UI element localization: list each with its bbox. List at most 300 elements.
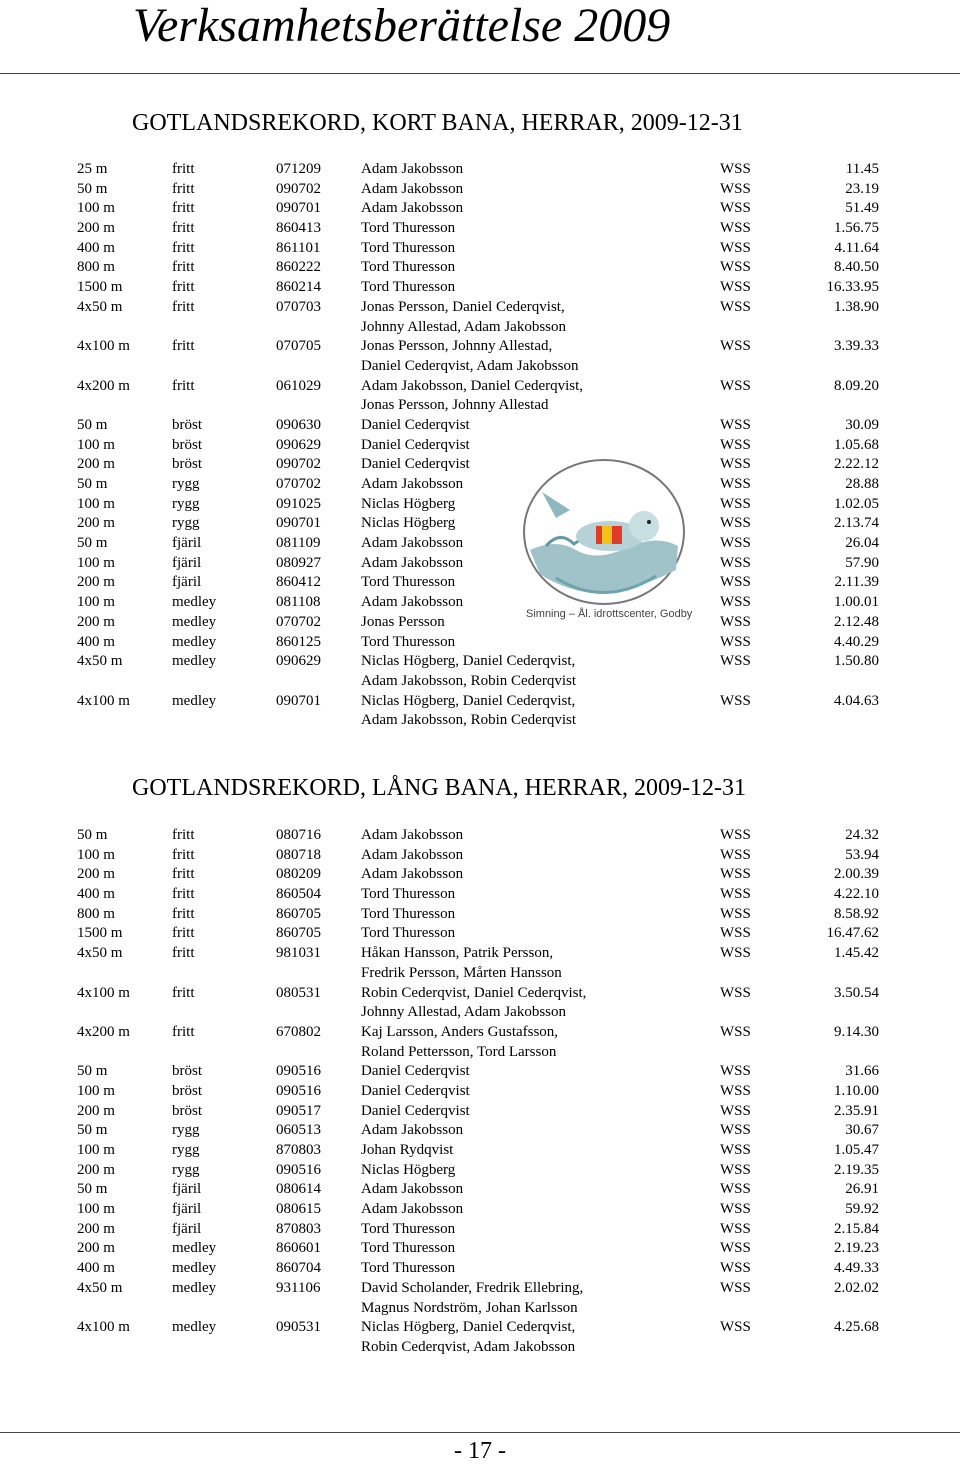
stroke-cell: fritt: [172, 239, 195, 256]
date-cell: 090701: [276, 692, 321, 709]
swimmer-names-line2: Johnny Allestad, Adam Jakobsson: [361, 1004, 566, 1021]
stroke-cell: medley: [172, 653, 217, 670]
distance-cell: 400 m: [77, 239, 115, 256]
time-cell: 31.66: [845, 1063, 879, 1080]
swimmer-cell: [361, 475, 463, 495]
swimmer-cell: [361, 239, 455, 259]
stroke-cell: bröst: [172, 1102, 202, 1119]
record-row: [0, 1121, 960, 1141]
distance-cell: 100 m: [77, 846, 115, 863]
stroke-cell: fjäril: [172, 1220, 202, 1237]
club-cell: WSS: [720, 161, 751, 177]
time-cell: 16.47.62: [826, 925, 879, 942]
record-row: [0, 573, 960, 593]
date-cell: 071209: [276, 161, 321, 177]
date-cell: 090516: [276, 1082, 321, 1099]
stroke-cell: fritt: [172, 338, 195, 355]
swimmer-names-line1: Johan Rydqvist: [361, 1142, 454, 1159]
record-row: [0, 180, 960, 200]
swimmer-names-line1: Håkan Hansson, Patrik Persson,: [361, 945, 554, 962]
date-cell: 090629: [276, 653, 321, 670]
swimmer-cell: [361, 865, 463, 885]
swimmer-names-line1: Adam Jakobsson: [361, 180, 464, 197]
swimmer-cell: [361, 1200, 463, 1220]
header-rule: [0, 73, 960, 74]
record-row: [0, 885, 960, 905]
stroke-cell: fritt: [172, 846, 195, 863]
swimmer-names-line1: Tord Thuresson: [361, 1260, 456, 1277]
logo-caption: Simning – Ål. idrottscenter, Godby: [526, 608, 693, 620]
swimmer-cell: [361, 924, 455, 944]
distance-cell: 1500 m: [77, 279, 123, 296]
record-row: [0, 1239, 960, 1259]
swimmer-cell: [361, 633, 455, 653]
swimmer-names-line1: Adam Jakobsson: [361, 1122, 464, 1139]
record-row: [0, 1279, 960, 1318]
swimmer-cell: [361, 984, 586, 1023]
time-cell: 26.04: [845, 535, 879, 552]
time-cell: 1.45.42: [834, 945, 879, 962]
record-row: [0, 1023, 960, 1062]
record-row: [0, 1259, 960, 1279]
time-cell: 2.22.12: [834, 456, 879, 473]
stroke-cell: fritt: [172, 905, 195, 922]
time-cell: 2.02.02: [834, 1279, 879, 1296]
distance-cell: 100 m: [77, 594, 115, 611]
club-cell: WSS: [720, 1102, 751, 1119]
record-row: [0, 944, 960, 983]
club-cell: WSS: [720, 515, 751, 532]
swimmer-cell: [361, 1161, 455, 1181]
swimmer-names-line1: Adam Jakobsson: [361, 476, 464, 493]
distance-cell: 50 m: [77, 827, 108, 843]
distance-cell: 100 m: [77, 436, 115, 453]
club-cell: WSS: [720, 594, 751, 611]
time-cell: 57.90: [845, 554, 879, 571]
time-cell: 1.10.00: [834, 1082, 879, 1099]
short-course-table: [0, 160, 960, 731]
record-row: [0, 1082, 960, 1102]
stroke-cell: rygg: [172, 1122, 200, 1139]
time-cell: 30.67: [845, 1122, 879, 1139]
swimmer-cell: [361, 692, 576, 731]
swimmer-names-line1: Niclas Högberg, Daniel Cederqvist,: [361, 692, 576, 709]
club-cell: WSS: [720, 1122, 751, 1139]
swimmer-names-line1: Tord Thuresson: [361, 239, 456, 256]
time-cell: 2.13.74: [834, 515, 879, 532]
time-cell: 3.50.54: [834, 984, 879, 1001]
stroke-cell: fjäril: [172, 554, 202, 571]
club-cell: WSS: [720, 574, 751, 591]
club-cell: WSS: [720, 1142, 751, 1159]
swimmer-names-line2: Fredrik Persson, Mårten Hansson: [361, 964, 562, 981]
swimmer-names-line1: Daniel Cederqvist: [361, 1082, 470, 1099]
stroke-cell: fritt: [172, 220, 195, 237]
record-row: [0, 258, 960, 278]
stroke-cell: fjäril: [172, 1201, 202, 1218]
time-cell: 1.05.47: [834, 1142, 879, 1159]
time-cell: 2.15.84: [834, 1220, 879, 1237]
date-cell: 070705: [276, 338, 321, 355]
time-cell: 24.32: [845, 827, 879, 843]
date-cell: 080927: [276, 554, 321, 571]
time-cell: 4.40.29: [834, 633, 879, 650]
swimmer-names-line1: Adam Jakobsson: [361, 827, 464, 843]
stroke-cell: medley: [172, 613, 217, 630]
distance-cell: 100 m: [77, 554, 115, 571]
record-row: [0, 278, 960, 298]
distance-cell: 4x50 m: [77, 298, 123, 315]
stroke-cell: bröst: [172, 1063, 202, 1080]
record-row: [0, 924, 960, 944]
swimmer-cell: [361, 846, 463, 866]
swimmer-names-line1: Niclas Högberg: [361, 515, 456, 532]
club-cell: WSS: [720, 436, 751, 453]
footer-rule: [0, 1432, 960, 1433]
time-cell: 3.39.33: [834, 338, 879, 355]
time-cell: 1.38.90: [834, 298, 879, 315]
distance-cell: 200 m: [77, 1161, 115, 1178]
swimmer-names-line1: Adam Jakobsson: [361, 594, 464, 611]
stroke-cell: rygg: [172, 476, 200, 493]
record-row: [0, 1161, 960, 1181]
swimmer-names-line1: Adam Jakobsson: [361, 1201, 464, 1218]
swimmer-names-line1: Adam Jakobsson: [361, 866, 464, 883]
swimmer-cell: [361, 199, 463, 219]
club-cell: WSS: [720, 456, 751, 473]
club-cell: WSS: [720, 495, 751, 512]
swimmer-cell: [361, 905, 455, 925]
distance-cell: 100 m: [77, 1082, 115, 1099]
swimmer-names-line1: Niclas Högberg: [361, 495, 456, 512]
stroke-cell: fjäril: [172, 535, 202, 552]
stroke-cell: fritt: [172, 279, 195, 296]
record-row: [0, 377, 960, 416]
swimmer-cell: [361, 826, 463, 846]
time-cell: 9.14.30: [834, 1023, 879, 1040]
swimmer-names-line1: Jonas Persson, Johnny Allestad,: [361, 338, 553, 355]
time-cell: 1.50.80: [834, 653, 879, 670]
swimmer-names-line1: Adam Jakobsson: [361, 200, 464, 217]
stroke-cell: bröst: [172, 1082, 202, 1099]
club-cell: WSS: [720, 1240, 751, 1257]
club-cell: WSS: [720, 180, 751, 197]
date-cell: 090517: [276, 1102, 321, 1119]
club-cell: WSS: [720, 1220, 751, 1237]
club-cell: WSS: [720, 984, 751, 1001]
swimmer-cell: [361, 377, 583, 416]
swimmer-names-line1: Adam Jakobsson: [361, 161, 464, 177]
swimmer-names-line1: David Scholander, Fredrik Ellebring,: [361, 1279, 584, 1296]
record-row: [0, 199, 960, 219]
stroke-cell: fritt: [172, 1023, 195, 1040]
club-cell: WSS: [720, 279, 751, 296]
swimmer-cell: [361, 258, 455, 278]
swimmer-cell: [361, 1102, 470, 1122]
stroke-cell: fritt: [172, 827, 195, 843]
swimmer-cell: [361, 455, 470, 475]
stroke-cell: rygg: [172, 1161, 200, 1178]
swimmer-cell: [361, 885, 455, 905]
stroke-cell: fritt: [172, 984, 195, 1001]
swimmer-cell: [361, 298, 566, 337]
record-row: [0, 1318, 960, 1357]
date-cell: 080614: [276, 1181, 321, 1198]
distance-cell: 25 m: [77, 161, 108, 177]
time-cell: 2.35.91: [834, 1102, 879, 1119]
stroke-cell: medley: [172, 1240, 217, 1257]
swimmer-names-line1: Tord Thuresson: [361, 925, 456, 942]
distance-cell: 200 m: [77, 220, 115, 237]
stroke-cell: medley: [172, 1260, 217, 1277]
swimmer-cell: [361, 1180, 463, 1200]
stroke-cell: bröst: [172, 436, 202, 453]
distance-cell: 50 m: [77, 416, 108, 433]
distance-cell: 200 m: [77, 1220, 115, 1237]
time-cell: 4.11.64: [834, 239, 879, 256]
swimming-logo: [516, 458, 692, 630]
stroke-cell: fritt: [172, 298, 195, 315]
distance-cell: 100 m: [77, 1201, 115, 1218]
swimmer-names-line2: Roland Pettersson, Tord Larsson: [361, 1043, 557, 1060]
record-row: [0, 160, 960, 180]
swimmer-names-line1: Robin Cederqvist, Daniel Cederqvist,: [361, 984, 587, 1001]
swimmer-cell: [361, 436, 470, 456]
time-cell: 8.40.50: [834, 259, 879, 276]
time-cell: 23.19: [845, 180, 879, 197]
record-row: [0, 652, 960, 691]
swimmer-names-line1: Kaj Larsson, Anders Gustafsson,: [361, 1023, 559, 1040]
record-row: [0, 984, 960, 1023]
record-row: [0, 436, 960, 456]
swimmer-names-line1: Tord Thuresson: [361, 633, 456, 650]
stroke-cell: fritt: [172, 866, 195, 883]
swimmer-cell: [361, 1121, 463, 1141]
swimmer-names-line1: Daniel Cederqvist: [361, 1102, 470, 1119]
swimmer-cell: [361, 1318, 575, 1357]
date-cell: 070702: [276, 476, 321, 493]
date-cell: 060513: [276, 1122, 321, 1139]
date-cell: 090702: [276, 456, 321, 473]
club-cell: WSS: [720, 377, 751, 394]
club-cell: WSS: [720, 866, 751, 883]
date-cell: 081108: [276, 594, 321, 611]
club-cell: WSS: [720, 259, 751, 276]
swimmer-names-line1: Adam Jakobsson: [361, 535, 464, 552]
swimmer-cell: [361, 1220, 455, 1240]
club-cell: WSS: [720, 925, 751, 942]
time-cell: 28.88: [845, 476, 879, 493]
distance-cell: 100 m: [77, 200, 115, 217]
distance-cell: 800 m: [77, 259, 115, 276]
date-cell: 860704: [276, 1260, 321, 1277]
stroke-cell: medley: [172, 594, 217, 611]
club-cell: WSS: [720, 554, 751, 571]
time-cell: 2.19.35: [834, 1161, 879, 1178]
club-cell: WSS: [720, 945, 751, 962]
distance-cell: 400 m: [77, 633, 115, 650]
club-cell: WSS: [720, 1279, 751, 1296]
distance-cell: 50 m: [77, 476, 108, 493]
distance-cell: 4x50 m: [77, 653, 123, 670]
distance-cell: 50 m: [77, 535, 108, 552]
date-cell: 080531: [276, 984, 321, 1001]
swimmer-cell: [361, 337, 578, 376]
swimmer-cell: [361, 1141, 453, 1161]
record-row: [0, 613, 960, 633]
record-row: [0, 1180, 960, 1200]
club-cell: WSS: [720, 298, 751, 315]
distance-cell: 200 m: [77, 515, 115, 532]
swimmer-names-line1: Tord Thuresson: [361, 905, 456, 922]
stroke-cell: medley: [172, 633, 217, 650]
distance-cell: 200 m: [77, 866, 115, 883]
stroke-cell: fritt: [172, 180, 195, 197]
date-cell: 090516: [276, 1063, 321, 1080]
stroke-cell: rygg: [172, 515, 200, 532]
distance-cell: 200 m: [77, 456, 115, 473]
record-row: [0, 846, 960, 866]
record-row: [0, 534, 960, 554]
time-cell: 51.49: [845, 200, 879, 217]
swimmer-cell: [361, 278, 455, 298]
swimmer-cell: [361, 534, 463, 554]
club-cell: WSS: [720, 613, 751, 630]
long-course-title: GOTLANDSREKORD, LÅNG BANA, HERRAR, 2009-12-31: [132, 775, 746, 801]
swimmer-names-line1: Daniel Cederqvist: [361, 1063, 470, 1080]
time-cell: 11.45: [845, 161, 879, 177]
club-cell: WSS: [720, 846, 751, 863]
date-cell: 080716: [276, 827, 321, 843]
swimmer-cell: [361, 1259, 455, 1279]
stroke-cell: fjäril: [172, 1181, 202, 1198]
date-cell: 090701: [276, 515, 321, 532]
time-cell: 1.56.75: [834, 220, 879, 237]
record-row: [0, 219, 960, 239]
distance-cell: 4x200 m: [77, 1023, 130, 1040]
swimmer-names-line2: Adam Jakobsson, Robin Cederqvist: [361, 712, 576, 729]
distance-cell: 800 m: [77, 905, 115, 922]
club-cell: WSS: [720, 1023, 751, 1040]
swimmer-names-line1: Tord Thuresson: [361, 279, 456, 296]
time-cell: 2.19.23: [834, 1240, 879, 1257]
club-cell: WSS: [720, 905, 751, 922]
swimmer-names-line1: Tord Thuresson: [361, 259, 456, 276]
time-cell: 16.33.95: [826, 279, 879, 296]
stroke-cell: medley: [172, 692, 217, 709]
swimmer-cell: [361, 1279, 583, 1318]
record-row: [0, 514, 960, 534]
date-cell: 861101: [276, 239, 321, 256]
distance-cell: 4x100 m: [77, 338, 130, 355]
swimmer-names-line1: Niclas Högberg: [361, 1161, 456, 1178]
date-cell: 870803: [276, 1142, 321, 1159]
date-cell: 090531: [276, 1319, 321, 1336]
long-course-table: [0, 826, 960, 1358]
swimmer-cell: [361, 514, 455, 534]
swimmer-names-line1: Daniel Cederqvist: [361, 456, 470, 473]
club-cell: WSS: [720, 220, 751, 237]
distance-cell: 200 m: [77, 574, 115, 591]
distance-cell: 4x200 m: [77, 377, 130, 394]
date-cell: 080615: [276, 1201, 321, 1218]
time-cell: 1.00.01: [834, 594, 879, 611]
swimmer-cell: [361, 593, 463, 613]
stroke-cell: medley: [172, 1319, 217, 1336]
date-cell: 860125: [276, 633, 321, 650]
swimmer-names-line1: Daniel Cederqvist: [361, 436, 470, 453]
record-row: [0, 826, 960, 846]
date-cell: 870803: [276, 1220, 321, 1237]
date-cell: 670802: [276, 1023, 321, 1040]
distance-cell: 4x100 m: [77, 1319, 130, 1336]
distance-cell: 4x50 m: [77, 1279, 123, 1296]
swimmer-names-line1: Tord Thuresson: [361, 1240, 456, 1257]
time-cell: 26.91: [845, 1181, 879, 1198]
club-cell: WSS: [720, 633, 751, 650]
date-cell: 860705: [276, 925, 321, 942]
time-cell: 53.94: [845, 846, 879, 863]
swimmer-names-line1: Adam Jakobsson: [361, 554, 464, 571]
distance-cell: 100 m: [77, 495, 115, 512]
date-cell: 090701: [276, 200, 321, 217]
swimmer-names-line1: Jonas Persson, Daniel Cederqvist,: [361, 298, 565, 315]
stroke-cell: fritt: [172, 886, 195, 903]
record-row: [0, 692, 960, 731]
time-cell: 8.58.92: [834, 905, 879, 922]
time-cell: 4.22.10: [834, 886, 879, 903]
distance-cell: 200 m: [77, 613, 115, 630]
date-cell: 860413: [276, 220, 321, 237]
swimmer-cell: [361, 573, 455, 593]
date-cell: 090702: [276, 180, 321, 197]
record-row: [0, 337, 960, 376]
stroke-cell: medley: [172, 1279, 217, 1296]
distance-cell: 4x100 m: [77, 692, 130, 709]
club-cell: WSS: [720, 1260, 751, 1277]
date-cell: 090516: [276, 1161, 321, 1178]
stroke-cell: rygg: [172, 495, 200, 512]
record-row: [0, 1200, 960, 1220]
swimmer-cell: [361, 652, 576, 691]
swimmer-names-line2: Johnny Allestad, Adam Jakobsson: [361, 318, 566, 335]
record-row: [0, 593, 960, 613]
record-row: [0, 905, 960, 925]
club-cell: WSS: [720, 476, 751, 493]
club-cell: WSS: [720, 239, 751, 256]
date-cell: 070703: [276, 298, 321, 315]
distance-cell: 4x50 m: [77, 945, 123, 962]
page-number: - 17 -: [454, 1438, 506, 1464]
record-row: [0, 1062, 960, 1082]
swimmer-names-line1: Tord Thuresson: [361, 574, 456, 591]
club-cell: WSS: [720, 535, 751, 552]
club-cell: WSS: [720, 1082, 751, 1099]
record-row: [0, 239, 960, 259]
short-course-title: GOTLANDSREKORD, KORT BANA, HERRAR, 2009-12-31: [132, 110, 743, 136]
distance-cell: 400 m: [77, 1260, 115, 1277]
distance-cell: 100 m: [77, 1142, 115, 1159]
record-row: [0, 1102, 960, 1122]
club-cell: WSS: [720, 1181, 751, 1198]
document-title: Verksamhetsberättelse 2009: [133, 0, 671, 52]
record-row: [0, 554, 960, 574]
record-row: [0, 865, 960, 885]
club-cell: WSS: [720, 886, 751, 903]
record-row: [0, 475, 960, 495]
swimmer-cell: [361, 944, 562, 983]
stroke-cell: fritt: [172, 945, 195, 962]
